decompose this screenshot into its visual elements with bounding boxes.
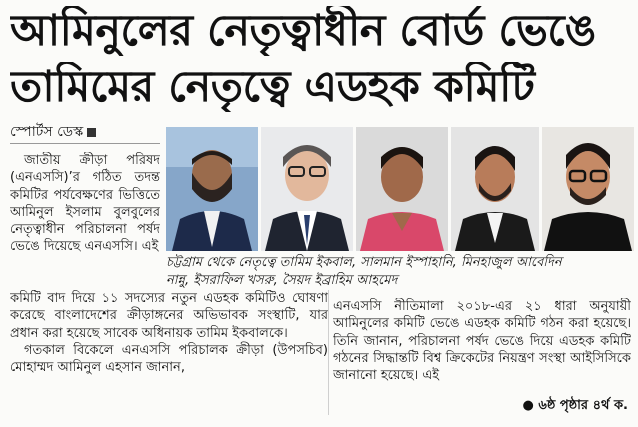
bottom-left-paragraph-2: গতকাল বিকেলে এনএসসি পরিচালক ক্রীড়া (উপসচিব) মোহাম্মদ আমিনুল এহসান জানান, (10, 342, 328, 376)
left-column-text: জাতীয় ক্রীড়া পরিষদ (এনএসসি)’র গঠিত তদন্ত কমিটির পর্যবেক্ষণের ভিত্তিতে আমিনুল ইসলাম বুলবুলের নেতৃত্বাধীন পরিচালনা পর্ষদ ভেঙে দিয়েছে এনএসসি। এই (10, 153, 160, 255)
byline-square-icon (87, 128, 96, 137)
continued-reference (523, 396, 628, 417)
tamim-iqbal-photo (166, 127, 258, 251)
column-divider (328, 290, 329, 415)
bottom-left-paragraph-1: কমিটি বাদ দিয়ে ১১ সদস্যের নতুন এডহক কমিটিও ঘোষণা করেছে বাংলাদেশের ক্রীড়াঙ্গনের অভিভাবক সংস্থাটি, যার প্রধান করা হয়েছে সাবেক অধিনায়ক তামিম ইকবালকে। (10, 291, 328, 341)
caption-line-1: চট্টগ্রাম থেকে নেতৃত্বে তামিম ইকবাল, সালমান ইস্পাহানি, মিনহাজুল আবেদিন (166, 255, 562, 270)
byline-rule (10, 143, 160, 144)
continued-bullet-icon: ● (522, 398, 539, 413)
headline-line-2: তামিমের নেতৃত্বে এডহক কমিটি (10, 62, 535, 112)
bottom-left-column (10, 290, 328, 420)
photo-caption (166, 254, 632, 290)
right-column (333, 298, 631, 398)
minhajul-abedin-photo (356, 127, 448, 251)
caption-line-2: নান্নু, ইসরাফিল খসরু, সৈয়দ ইব্রাহিম আহমেদ (166, 273, 398, 288)
syed-ibrahim-photo (542, 127, 634, 251)
byline-text: স্পোর্টস ডেস্ক (10, 124, 84, 140)
salman-ispahani-photo (261, 127, 353, 251)
continued-text: ৬ষ্ঠ পৃষ্ঠার ৪র্থ ক. (538, 398, 628, 413)
left-column (10, 152, 160, 305)
byline (10, 123, 96, 141)
headline-line-1: আমিনুলের নেতৃত্বাধীন বোর্ড ভেঙে (10, 6, 596, 56)
israfil-khasru-photo (451, 127, 539, 251)
photo-strip (166, 127, 634, 251)
right-column-text: এনএসসি নীতিমালা ২০১৮-এর ২১ ধারা অনুযায়ী আমিনুলের কমিটি ভেঙে এডহক কমিটি গঠন করা হয়েছে। তিনি জানান, পরিচালনা পর্ষদ ভেঙে দিয়ে এডহক কমিটি গঠনের সিদ্ধান্তটি বিশ্ব ক্রিকেটের নিয়ন্ত্রণ সংস্থা আইসিসিকে জানানো হয়েছে। এই (333, 299, 631, 384)
